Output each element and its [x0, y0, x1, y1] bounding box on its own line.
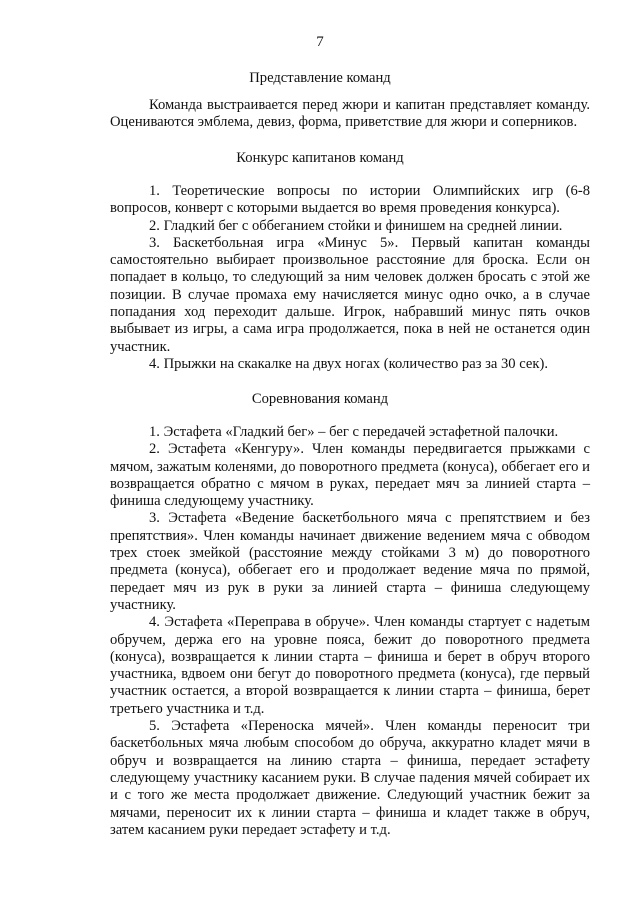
paragraph: 4. Прыжки на скакалке на двух ногах (количество раз за 30 сек).: [149, 355, 548, 372]
section-body-captains-contest: [110, 183, 590, 373]
paragraph: 2. Гладкий бег с оббеганием стойки и финишем на средней линии.: [149, 217, 563, 234]
section-body-team-competitions: [110, 424, 590, 839]
section-heading-team-presentation: Представление команд: [249, 70, 391, 86]
paragraph: 1. Теоретические вопросы по истории Олимпийских игр (6-8 вопросов, конверт с которыми выдается во время проведения конкурса).: [110, 183, 590, 217]
paragraph: 2. Эстафета «Кенгуру». Член команды передвигается прыжками с мячом, зажатым коленями, до поворотного предмета (конуса), оббегает его и возвращается обратно с мячом в руках, передает мяч за линией старта – финиша следующему участнику.: [110, 441, 590, 510]
section-body-team-presentation: [110, 97, 590, 132]
section-heading-captains-contest: Конкурс капитанов команд: [236, 150, 404, 166]
page-number: 7: [316, 34, 324, 50]
paragraph: 3. Эстафета «Ведение баскетбольного мяча с препятствием и без препятствия». Член команды начинает движение ведением мяча с обводом трех стоек змейкой (расстояние между стойками 3 м) до поворотного предмета (конуса), оббегает его и продолжает ведение мяча по прямой, передает мяч из рук в руки за линией старта – финиша следующему участнику.: [110, 510, 590, 613]
paragraph: 4. Эстафета «Переправа в обруче». Член команды стартует с надетым обручем, держа его на уровне пояса, бежит до поворотного предмета (конуса), возвращается к линии старта – финиша и берет в обруч второго участника, вдвоем они бегут до поворотного предмета (конуса), где первый участник остается, а второй возвращается к линии старта – финиша, берет третьего участника и т.д.: [110, 614, 590, 717]
paragraph: Команда выстраивается перед жюри и капитан представляет команду. Оцениваются эмблема, девиз, форма, приветствие для жюри и соперников.: [110, 97, 590, 131]
paragraph: 5. Эстафета «Переноска мячей». Член команды переносит три баскетбольных мяча любым способом до обруча, аккуратно кладет мячи в обруч и возвращается на линию старта – финиша, передает эстафету следующему участнику касанием руки. В случае падения мячей собирает их и с того же места продолжает движение. Следующий участник бежит за мячами, переносит их к линии старта – финиша и кладет также в обруч, затем касанием руки передает эстафету и т.д.: [110, 718, 590, 838]
paragraph: 3. Баскетбольная игра «Минус 5». Первый капитан команды самостоятельно выбирает произвольное расстояние для броска. Если он попадает в кольцо, то следующий за ним человек должен бросать с этой же позиции. В случае промаха ему начисляется минус одно очко, а в случае попадания ход переходит дальше. Игрок, набравший минус пять очков выбывает из игры, а сама игра продолжается, пока в ней не останется один участник.: [110, 234, 590, 355]
section-heading-team-competitions: Соревнования команд: [251, 391, 389, 407]
paragraph: 1. Эстафета «Гладкий бег» – бег с передачей эстафетной палочки.: [149, 424, 559, 440]
